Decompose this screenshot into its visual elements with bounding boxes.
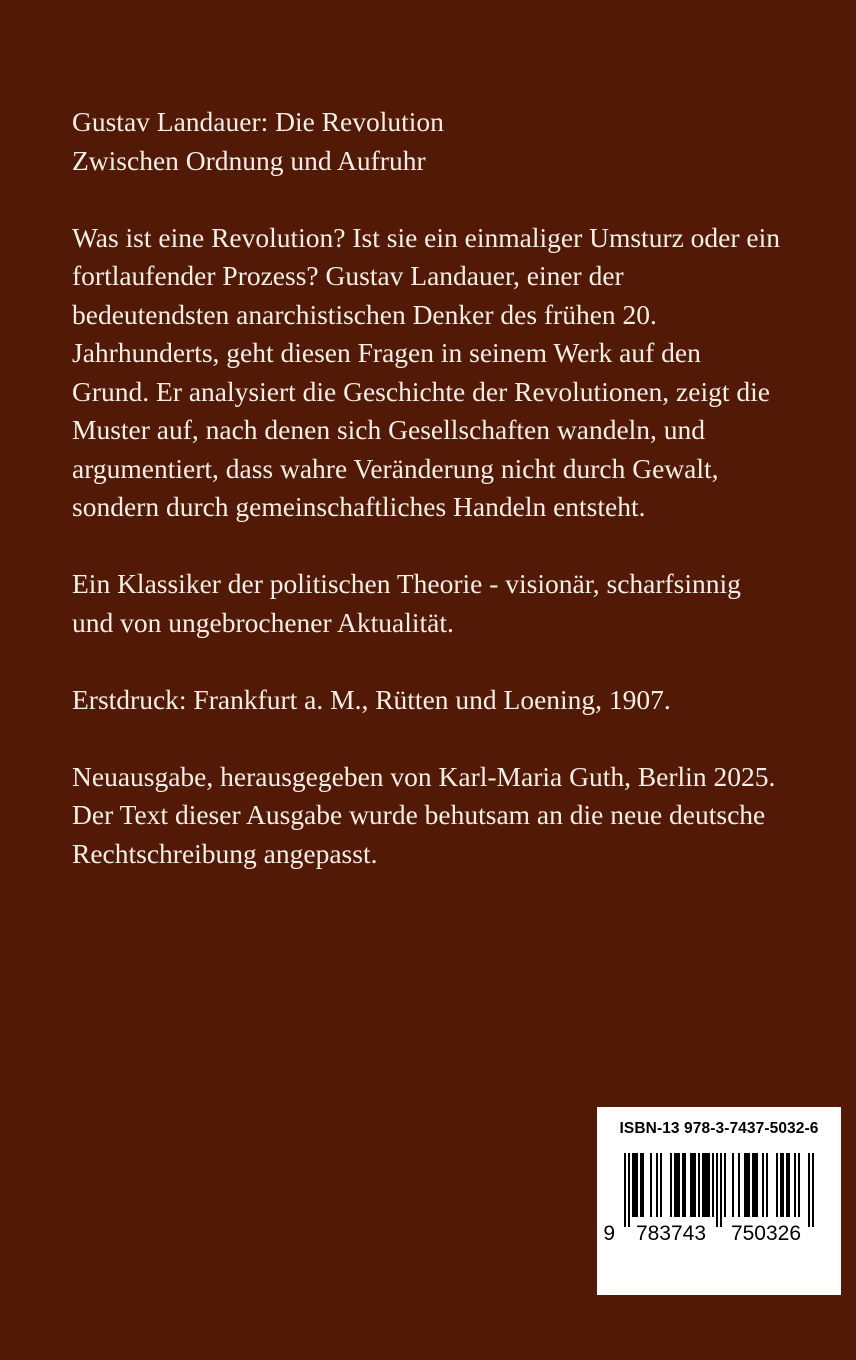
barcode-bar bbox=[628, 1153, 630, 1227]
barcode-bar bbox=[744, 1153, 750, 1217]
barcode-bar bbox=[656, 1153, 658, 1217]
barcode-bar bbox=[670, 1153, 672, 1217]
barcode-bar bbox=[794, 1153, 796, 1217]
barcode-bar bbox=[624, 1153, 626, 1227]
barcode-bar bbox=[712, 1153, 714, 1217]
book-tagline bbox=[72, 565, 812, 642]
barcode-bar bbox=[716, 1153, 718, 1227]
tagline-line: Ein Klassiker der politischen Theorie - visionär, scharfsinnig bbox=[72, 568, 741, 599]
description-line: Was ist eine Revolution? Ist sie ein einmaliger Umsturz oder ein bbox=[72, 221, 781, 253]
book-title: Gustav Landauer: Die Revolution bbox=[72, 106, 444, 137]
barcode-bar bbox=[632, 1153, 638, 1217]
description-line: Muster auf, nach denen sich Gesellschaften wandeln, und bbox=[72, 414, 706, 445]
barcode-bar bbox=[702, 1153, 710, 1217]
barcode-bar bbox=[776, 1153, 778, 1217]
barcode-bar bbox=[732, 1153, 734, 1217]
description-line: argumentiert, dass wahre Veränderung nicht durch Gewalt, bbox=[72, 452, 719, 484]
book-subtitle: Zwischen Ordnung und Aufruhr bbox=[72, 144, 426, 176]
barcode-bar bbox=[724, 1153, 726, 1217]
description-line: Grund. Er analysiert die Geschichte der Revolutionen, zeigt die bbox=[72, 375, 770, 407]
book-description bbox=[72, 219, 812, 527]
barcode-bar bbox=[752, 1153, 758, 1217]
barcode-bar bbox=[786, 1153, 790, 1217]
barcode-bar bbox=[698, 1153, 700, 1217]
edition-line: Rechtschreibung angepasst. bbox=[72, 837, 378, 869]
barcode-first-digit: 9 bbox=[603, 1222, 615, 1245]
barcode-bar bbox=[640, 1153, 644, 1217]
barcode-bar bbox=[650, 1153, 652, 1217]
edition-line: Der Text dieser Ausgabe wurde behutsam an die neue deutsche bbox=[72, 799, 766, 830]
description-line: sondern durch gemeinschaftliches Handeln entsteht. bbox=[72, 491, 646, 522]
barcode-bar bbox=[720, 1153, 722, 1227]
barcode-bar bbox=[690, 1153, 696, 1217]
description-line: Jahrhunderts, geht diesen Fragen in seinem Werk auf den bbox=[72, 337, 701, 368]
tagline-line: und von ungebrochener Aktualität. bbox=[72, 606, 454, 638]
barcode-bar bbox=[738, 1153, 740, 1217]
barcode-right-digits: 750326 bbox=[730, 1222, 802, 1245]
barcode-bar bbox=[798, 1153, 800, 1217]
description-line: fortlaufender Prozess? Gustav Landauer, einer der bbox=[72, 260, 624, 291]
barcode-bar bbox=[660, 1153, 662, 1217]
barcode-bar bbox=[808, 1153, 810, 1227]
ean13-barcode bbox=[597, 1107, 841, 1295]
barcode-bar bbox=[682, 1153, 686, 1217]
barcode-bars bbox=[624, 1153, 814, 1227]
barcode-bar bbox=[674, 1153, 680, 1217]
isbn-label: ISBN-13 978-3-7437-5032-6 bbox=[619, 1120, 819, 1137]
barcode-bar bbox=[762, 1153, 764, 1217]
description-line: bedeutendsten anarchistischen Denker des frühen 20. bbox=[72, 298, 657, 330]
blurb-text-block bbox=[72, 103, 812, 873]
barcode-bar bbox=[766, 1153, 768, 1217]
book-title-heading bbox=[72, 103, 812, 180]
barcode-bar bbox=[812, 1153, 814, 1227]
edition-note bbox=[72, 758, 812, 874]
first-print-line: Erstdruck: Frankfurt a. M., Rütten und Loening, 1907. bbox=[72, 683, 671, 715]
isbn-barcode-box bbox=[597, 1107, 841, 1295]
first-print-note bbox=[72, 681, 812, 720]
barcode-left-digits: 783743 bbox=[635, 1222, 707, 1245]
edition-line: Neuausgabe, herausgegeben von Karl-Maria Guth, Berlin 2025. bbox=[72, 760, 776, 792]
barcode-bar bbox=[780, 1153, 784, 1217]
